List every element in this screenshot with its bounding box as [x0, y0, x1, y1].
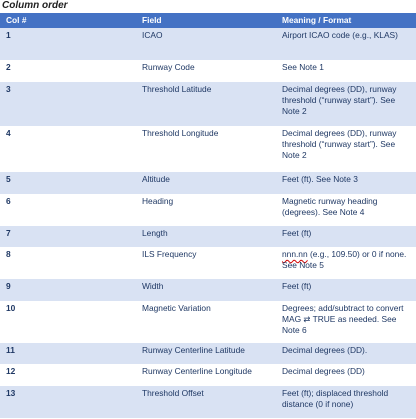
- cell-col-num: 1: [0, 28, 136, 60]
- cell-field: Heading: [136, 194, 276, 226]
- cell-field: Runway Centerline Longitude: [136, 364, 276, 386]
- header-meaning: Meaning / Format: [276, 13, 416, 28]
- cell-meaning: Decimal degrees (DD), runway threshold (“runway start”). See Note 2: [276, 82, 416, 126]
- cell-field: Runway Code: [136, 60, 276, 82]
- cell-meaning: Feet (ft): [276, 226, 416, 247]
- table-row: [0, 126, 416, 172]
- cell-meaning: Decimal degrees (DD), runway threshold (“runway start”). See Note 2: [276, 126, 416, 172]
- table-row: [0, 364, 416, 386]
- table-row: [0, 28, 416, 60]
- cell-col-num: 8: [0, 247, 136, 279]
- table-row: [0, 279, 416, 301]
- cell-meaning-rest: (e.g., 109.50) or 0 if none. See Note 5: [282, 249, 407, 270]
- table-row: [0, 301, 416, 343]
- cell-col-num: 7: [0, 226, 136, 247]
- cell-meaning: Decimal degrees (DD).: [276, 343, 416, 364]
- cell-col-num: 9: [0, 279, 136, 301]
- cell-col-num: 10: [0, 301, 136, 343]
- table-row: [0, 194, 416, 226]
- cell-field: Magnetic Variation: [136, 301, 276, 343]
- cell-field: ICAO: [136, 28, 276, 60]
- header-col-num: Col #: [0, 13, 136, 28]
- spellcheck-underlined-text: nnn.nn: [282, 249, 308, 259]
- header-row: [0, 13, 416, 28]
- table-row: [0, 226, 416, 247]
- cell-col-num: 13: [0, 386, 136, 418]
- header-field: Field: [136, 13, 276, 28]
- cell-field: Altitude: [136, 172, 276, 194]
- cell-meaning: Feet (ft): [276, 279, 416, 301]
- column-order-table: [0, 13, 416, 418]
- cell-field: Length: [136, 226, 276, 247]
- cell-col-num: 3: [0, 82, 136, 126]
- cell-col-num: 6: [0, 194, 136, 226]
- cell-meaning: Decimal degrees (DD): [276, 364, 416, 386]
- cell-col-num: 2: [0, 60, 136, 82]
- table-row: [0, 172, 416, 194]
- table-row: [0, 82, 416, 126]
- table-title: Column order: [2, 0, 68, 11]
- cell-meaning: Feet (ft). See Note 3: [276, 172, 416, 194]
- cell-col-num: 5: [0, 172, 136, 194]
- cell-meaning: See Note 1: [276, 60, 416, 82]
- cell-meaning: Airport ICAO code (e.g., KLAS): [276, 28, 416, 60]
- cell-field: Threshold Longitude: [136, 126, 276, 172]
- cell-field: Threshold Offset: [136, 386, 276, 418]
- cell-col-num: 11: [0, 343, 136, 364]
- table-row: [0, 247, 416, 279]
- table-row: [0, 60, 416, 82]
- cell-meaning: Degrees; add/subtract to convert MAG ⇄ TRUE as needed. See Note 6: [276, 301, 416, 343]
- cell-col-num: 12: [0, 364, 136, 386]
- table-row: [0, 386, 416, 418]
- cell-field: Width: [136, 279, 276, 301]
- cell-meaning: Magnetic runway heading (degrees). See Note 4: [276, 194, 416, 226]
- cell-field: ILS Frequency: [136, 247, 276, 279]
- cell-col-num: 4: [0, 126, 136, 172]
- cell-meaning: Feet (ft); displaced threshold distance (0 if none): [276, 386, 416, 418]
- cell-field: Threshold Latitude: [136, 82, 276, 126]
- table-row: [0, 343, 416, 364]
- cell-field: Runway Centerline Latitude: [136, 343, 276, 364]
- cell-meaning: [276, 247, 416, 279]
